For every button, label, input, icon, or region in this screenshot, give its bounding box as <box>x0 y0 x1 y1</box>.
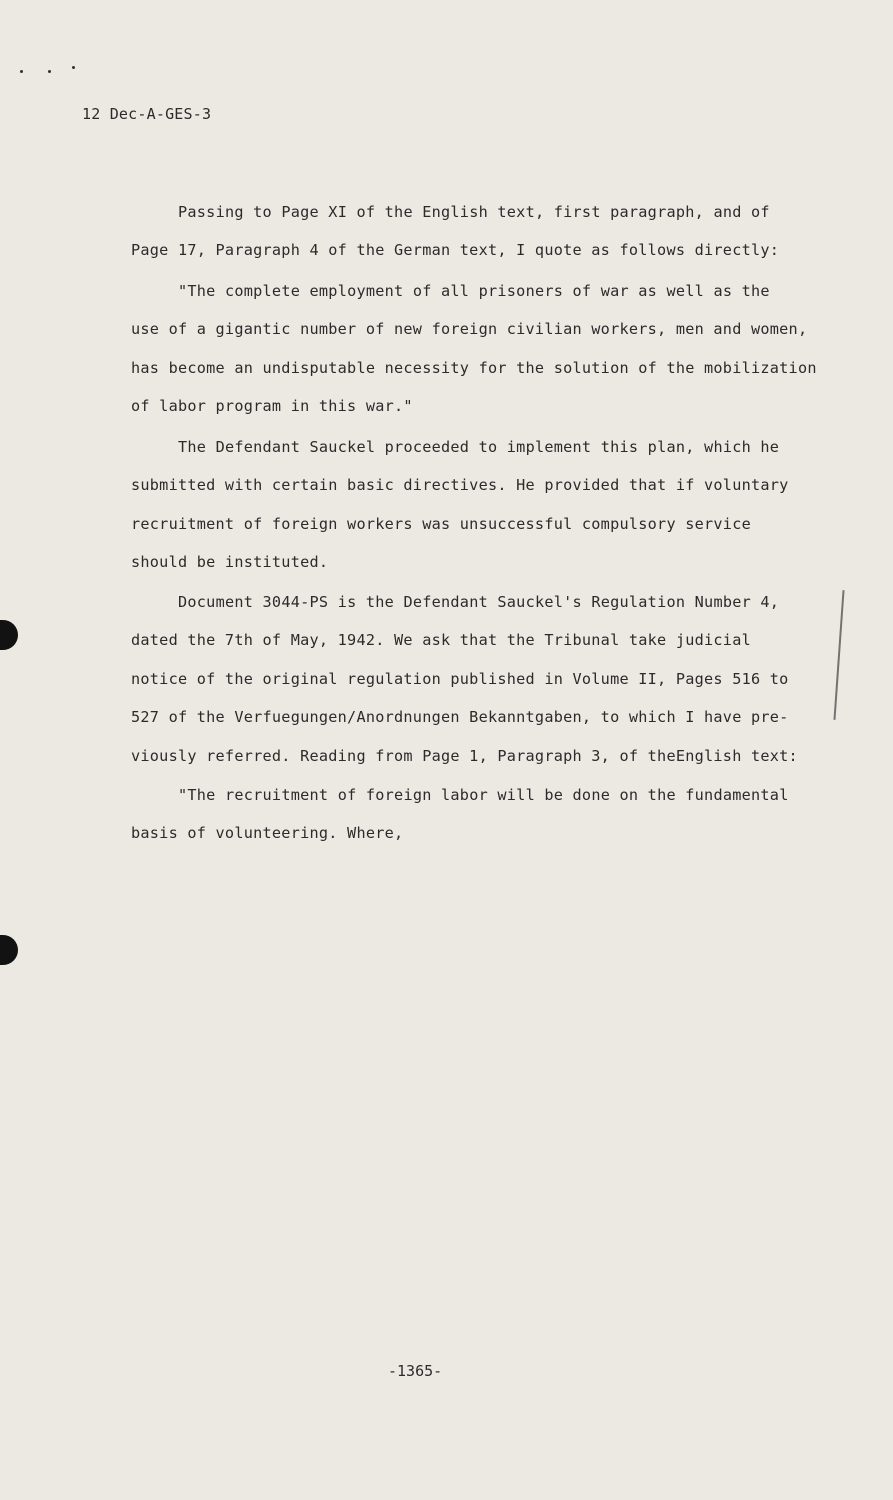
text-line: 527 of the Verfuegungen/Anordnungen Bekanntgaben, to which I have pre- <box>131 708 789 726</box>
text-line: notice of the original regulation published in Volume II, Pages 516 to <box>131 670 789 688</box>
punch-hole <box>0 935 18 965</box>
margin-pencil-mark <box>833 590 844 720</box>
text-line: Passing to Page XI of the English text, first paragraph, and of <box>178 203 770 221</box>
text-line: of labor program in this war." <box>131 397 413 415</box>
speck-mark <box>20 70 23 73</box>
text-line: The Defendant Sauckel proceeded to implement this plan, which he <box>178 438 780 456</box>
text-line: Document 3044-PS is the Defendant Sauckel's Regulation Number 4, <box>178 593 780 611</box>
text-line: should be instituted. <box>131 553 329 571</box>
punch-hole <box>0 620 18 650</box>
text-line: basis of volunteering. Where, <box>131 824 404 842</box>
text-line: "The complete employment of all prisoners of war as well as the <box>178 282 770 300</box>
text-line: dated the 7th of May, 1942. We ask that the Tribunal take judicial <box>131 631 751 649</box>
text-line: has become an undisputable necessity for the solution of the mobilization <box>131 359 817 377</box>
text-line: submitted with certain basic directives. He provided that if voluntary <box>131 476 789 494</box>
text-line: use of a gigantic number of new foreign civilian workers, men and women, <box>131 320 808 338</box>
document-header: 12 Dec-A-GES-3 <box>82 105 212 123</box>
text-line: recruitment of foreign workers was unsuccessful compulsory service <box>131 515 751 533</box>
text-line: viously referred. Reading from Page 1, Paragraph 3, of theEnglish text: <box>131 747 798 765</box>
speck-mark <box>72 66 75 69</box>
speck-mark <box>48 70 51 73</box>
text-line: Page 17, Paragraph 4 of the German text, I quote as follows directly: <box>131 241 780 259</box>
text-line: "The recruitment of foreign labor will be done on the fundamental <box>178 786 789 804</box>
page-number: -1365- <box>388 1362 443 1380</box>
